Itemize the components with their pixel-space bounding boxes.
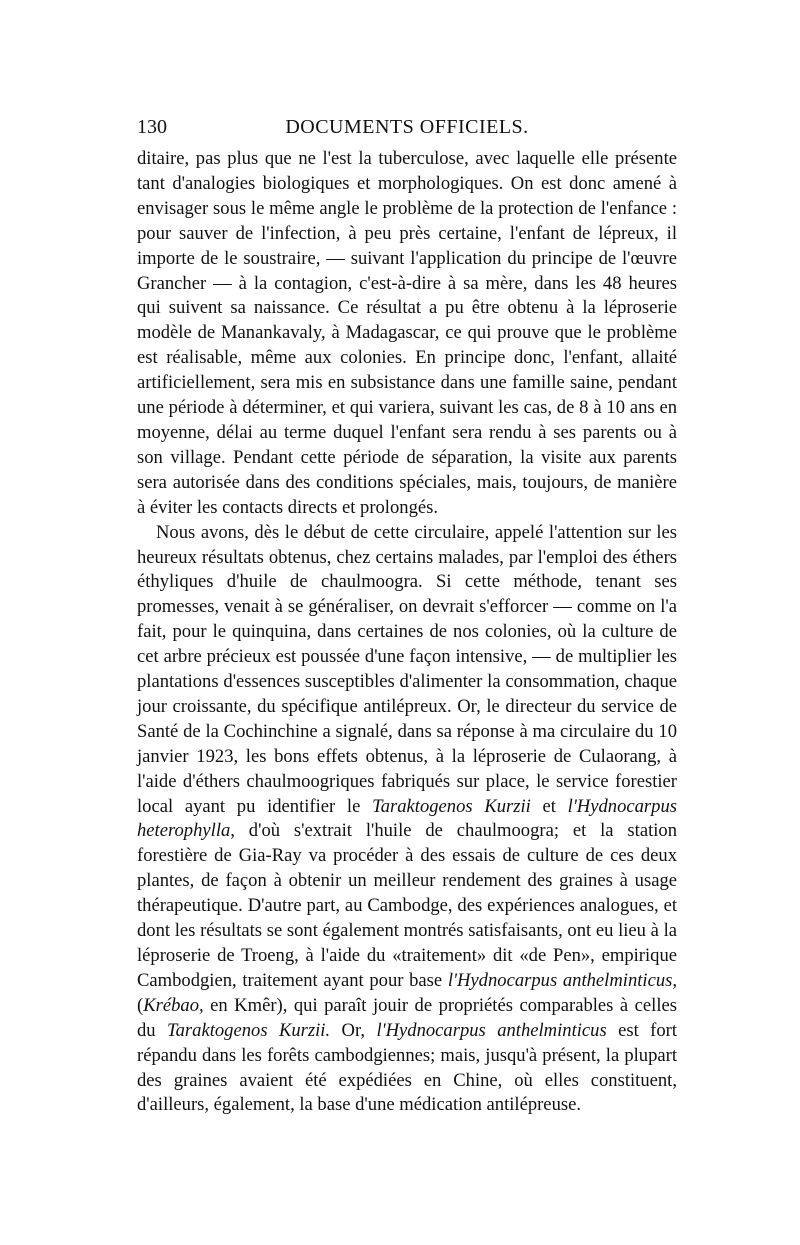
paragraph-2-text-g: est fort répandu dans les forêts cambodgiennes; mais, jusqu'à présent, la plupart des graines avaient été expédiées en Chine, où elles constituent, d'ailleurs, également, la base d'une médication antilépreuse. xyxy=(137,1019,677,1116)
species-name-hydnocarpus-anthelminticus: l'Hydnocarpus anthelminticus, xyxy=(447,969,678,991)
paragraph-2-text-a: Nous avons, dès le début de cette circulaire, appelé l'attention sur les heureux résultats obtenus, chez certains malades, par l'emploi des éthers éthyliques d'huile de chaulmoogra. Si cette méthode, tenant ses promesses, venait à se généraliser, on devrait s'efforcer — comme on l'a fait, pour le quinquina, dans certaines de nos colonies, où la culture de cet arbre précieux est poussée d'une façon intensive, — de multiplier les plantations d'essences susceptibles d'alimenter la consommation, chaque jour croissante, du spécifique antilépreux. Or, le directeur du service de Santé de la Cochinchine a signalé, dans sa réponse à ma circulaire du 10 janvier 1923, les bons effets obtenus, à la léproserie de Culaorang, à l'aide d'éthers chaulmoogriques fabriqués sur place, le service forestier local ayant pu identifier le xyxy=(137,521,677,817)
paragraph-2 xyxy=(137,521,677,1119)
paragraph-2-text-d: ( xyxy=(137,994,144,1016)
local-name-krebao: Krébao, xyxy=(143,994,204,1016)
page-number: 130 xyxy=(137,116,167,138)
species-name-taraktogenos: Taraktogenos Kurzii xyxy=(372,795,531,817)
paragraph-2-text-c: d'où s'extrait l'huile de chaulmoogra; et la station forestière de Gia-Ray va procéder à des essais de culture de ces deux plantes, de façon à obtenir un meilleur rendement des graines à usage thérapeutique. D'autre part, au Cambodge, des expériences analogues, et dont les résultats se sont également montrés satisfaisants, ont eu lieu à la léproserie de Troeng, à l'aide du «traitement» dit «de Pen», empirique Cambodgien, traitement ayant pour base xyxy=(137,820,677,991)
running-title: DOCUMENTS OFFICIELS. xyxy=(285,116,529,138)
paragraph-2-text-f: Or, xyxy=(330,1019,377,1041)
species-name-hydnocarpus-anthelminticus-2: l'Hydnocarpus anthelminticus xyxy=(376,1019,607,1041)
species-name-taraktogenos-2: Taraktogenos Kurzii. xyxy=(167,1019,331,1041)
body-text xyxy=(137,147,677,1118)
page-header xyxy=(137,114,677,140)
paragraph-2-text-e: en Kmêr), qui paraît jouir de propriétés comparables à celles du xyxy=(137,994,677,1041)
species-name-hydnocarpus-heterophylla: l'Hydnocarpus heterophylla, xyxy=(137,795,677,842)
paragraph-1: ditaire, pas plus que ne l'est la tuberculose, avec laquelle elle présente tant d'analogies biologiques et morphologiques. On est donc amené à envisager sous le même angle le problème de la protection de l'enfance : pour sauver de l'infection, à peu près certaine, l'enfant de lépreux, il importe de le soustraire, — suivant l'application du principe de l'œuvre Grancher — à la contagion, c'est-à-dire à sa mère, dans les 48 heures qui suivent sa naissance. Ce résultat a pu être obtenu à la léproserie modèle de Manankavaly, à Madagascar, ce qui prouve que le problème est réalisable, même aux colonies. En principe donc, l'enfant, allaité artificiellement, sera mis en subsistance dans une famille saine, pendant une période à déterminer, et qui variera, suivant les cas, de 8 à 10 ans en moyenne, délai au terme duquel l'enfant sera rendu à ses parents ou à son village. Pendant cette période de séparation, la visite aux parents sera autorisée dans des conditions spéciales, mais, toujours, de manière à éviter les contacts directs et prolongés. xyxy=(137,148,677,518)
paragraph-2-text-b: et xyxy=(530,795,568,817)
